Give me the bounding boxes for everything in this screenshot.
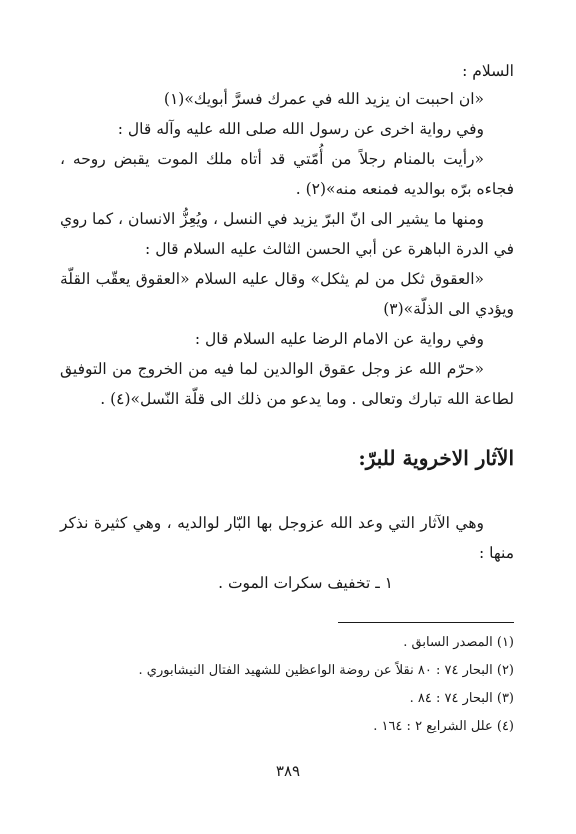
quote-line: «العقوق ثكل من لم يثكل» وقال عليه السلام «العقوق يعقّب القلّة: [60, 270, 484, 288]
quote-line: لطاعة الله تبارك وتعالى . وما يدعو من ذلك الى قلّة النّسل»(٤) .: [100, 390, 514, 408]
quote-line: «حرّم الله عز وجل عقوق الوالدين لما فيه من الخروج من التوفيق: [60, 360, 484, 378]
footnote-divider: [338, 622, 514, 623]
quote-line: «ان احببت ان يزيد الله في عمرك فسرَّ أبويك»(١): [163, 90, 484, 108]
text-line: منها :: [479, 544, 514, 562]
footnote: (٣) البحار ٧٤ : ٨٤ .: [409, 691, 514, 706]
footnote: (١) المصدر السابق .: [403, 635, 514, 650]
section-heading: الآثار الاخروية للبرّ:: [358, 446, 514, 470]
text-line: ومنها ما يشير الى انّ البرّ يزيد في النسل ، ويُعِزُّ الانسان ، كما روي: [60, 210, 484, 228]
footnote: (٤) علل الشرايع ٢ : ١٦٤ .: [373, 719, 514, 734]
text-line: في الدرة الباهرة عن أبي الحسن الثالث عليه السلام قال :: [145, 240, 514, 258]
quote-line: ويؤدي الى الذلّة»(٣): [383, 300, 514, 318]
text-line: وفي رواية اخرى عن رسول الله صلى الله عليه وآله قال :: [117, 120, 484, 138]
quote-line: «رأيت بالمنام رجلاً من أُمّتي قد أتاه ملك الموت يقبض روحه ،: [60, 150, 484, 168]
footnote: (٢) البحار ٧٤ : ٨٠ نقلاً عن روضة الواعظين للشهيد الفتال النيشابوري .: [138, 663, 514, 678]
list-item: ١ ـ تخفيف سكرات الموت .: [218, 574, 393, 592]
quote-line: فجاءه برّه بوالديه فمنعه منه»(٢) .: [295, 180, 514, 198]
text-line: السلام :: [462, 62, 514, 80]
page-number: ٣٨٩: [275, 762, 301, 780]
text-line: وهي الآثار التي وعد الله عزوجل بها البّار لوالديه ، وهي كثيرة نذكر: [60, 514, 484, 532]
text-line: وفي رواية عن الامام الرضا عليه السلام قال :: [194, 330, 484, 348]
